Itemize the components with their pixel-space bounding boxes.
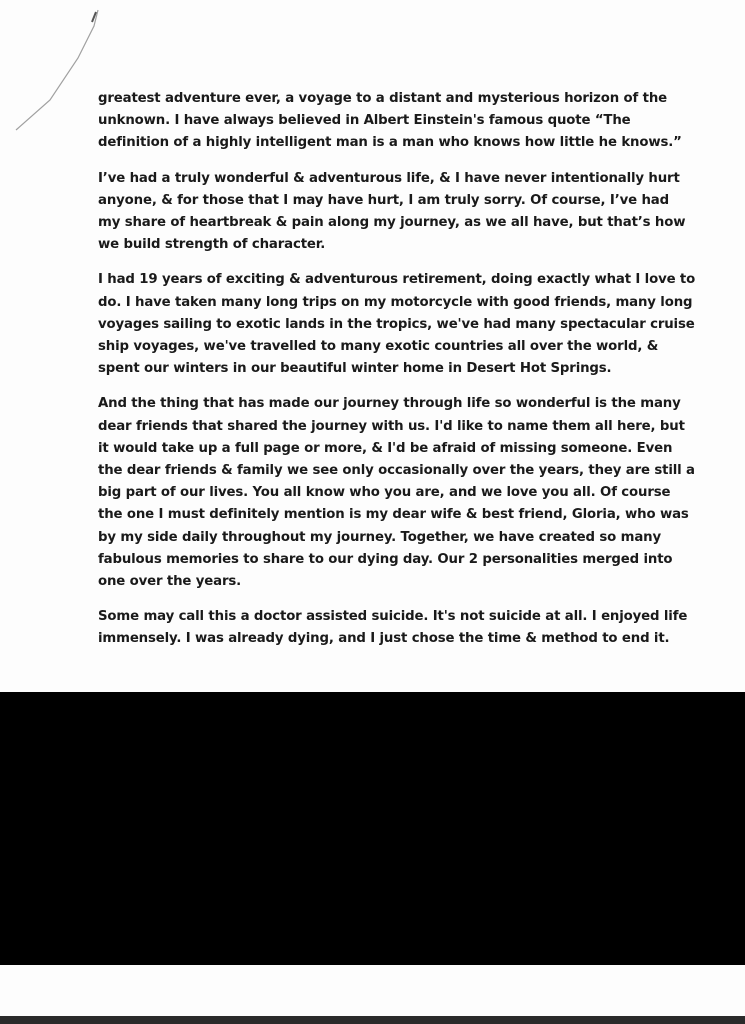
text-line: voyages sailing to exotic lands in the tropics, we've had many spectacular cruise [98, 316, 695, 332]
text-line: the one I must definitely mention is my dear wife & best friend, Gloria, who was [98, 507, 689, 523]
text-line: the dear friends & family we see only occasionally over the years, they are still a [98, 463, 695, 479]
text-line: fabulous memories to share to our dying day. Our 2 personalities merged into [98, 551, 673, 567]
text-line: do. I have taken many long trips on my motorcycle with good friends, many long [98, 294, 693, 310]
scan-artifact-line [10, 8, 100, 133]
text-line: definition of a highly intelligent man is a man who knows how little he knows.” [98, 135, 682, 151]
paragraph-1 [98, 88, 682, 155]
text-line: one over the years. [98, 574, 242, 590]
text-line: immensely. I was already dying, and I just chose the time & method to end it. [98, 631, 670, 647]
text-line: my share of heartbreak & pain along my journey, as we all have, but that’s how [98, 215, 686, 231]
text-line: by my side daily throughout my journey. Together, we have created so many [98, 529, 661, 545]
redaction-block [0, 692, 745, 965]
paragraph-3 [98, 269, 696, 380]
text-line: I had 19 years of exciting & adventurous retirement, doing exactly what I love to [98, 272, 696, 288]
text-line: dear friends that shared the journey with us. I'd like to name them all here, but [98, 418, 685, 434]
text-line: I’ve had a truly wonderful & adventurous life, & I have never intentionally hurt [98, 170, 680, 186]
paragraph-4 [98, 393, 695, 593]
text-line: we build strength of character. [98, 237, 326, 253]
text-line: Some may call this a doctor assisted suicide. It's not suicide at all. I enjoyed life [98, 609, 688, 625]
scan-bottom-edge [0, 1016, 745, 1024]
text-line: anyone, & for those that I may have hurt, I am truly sorry. Of course, I’ve had [98, 192, 669, 208]
letter-body [98, 88, 696, 664]
text-line: unknown. I have always believed in Albert Einstein's famous quote “The [98, 113, 631, 129]
text-line: spent our winters in our beautiful winter home in Desert Hot Springs. [98, 361, 612, 377]
text-line: greatest adventure ever, a voyage to a distant and mysterious horizon of the [98, 91, 668, 106]
text-line: ship voyages, we've travelled to many exotic countries all over the world, & [98, 339, 659, 355]
text-line: And the thing that has made our journey through life so wonderful is the many [98, 396, 681, 412]
paragraph-2 [98, 168, 686, 257]
text-line: big part of our lives. You all know who you are, and we love you all. Of course [98, 485, 671, 501]
text-line: it would take up a full page or more, & I'd be afraid of missing someone. Even [98, 440, 673, 456]
paragraph-5 [98, 606, 688, 650]
